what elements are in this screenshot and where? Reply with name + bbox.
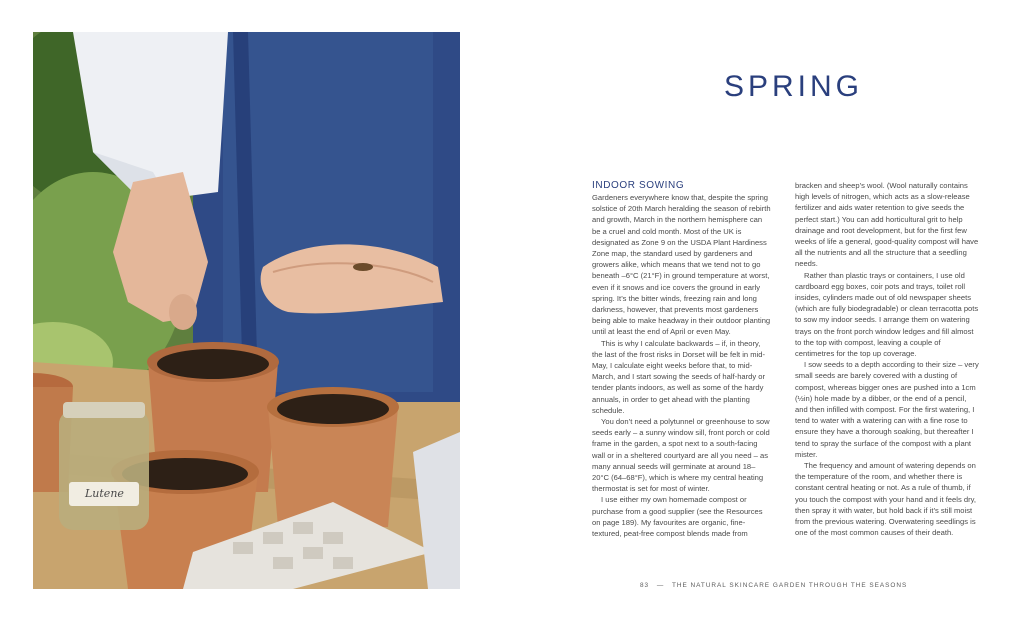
photo-gardener-sowing-seeds: [33, 32, 460, 589]
footer-separator: —: [656, 582, 665, 589]
page-title: SPRING: [724, 70, 864, 103]
paragraph: bracken and sheep’s wool. (Wool naturally contains high levels of nitrogen, which acts as a slow-release fertilizer and aids water retention to give seeds the perfect start.) You can add horticultural grit to help drainage and root development, but for the first few weeks of life a general, good-quality compost will have all the nutrients and all the structure that a seedling needs.: [795, 181, 979, 269]
seed-jar: [59, 402, 149, 530]
paragraph: I use either my own homemade compost or purchase from a good supplier (see the Resources on page 189). My favourites are organic, fine-textured, peat-free compost blends made from: [592, 495, 763, 539]
paragraph: Gardeners everywhere know that, despite the spring solstice of 20th March heralding the season of rebirth and growth, March in the northern hemisphere can be a cruel and cold month. Most of the UK is designated as Zone 9 on the USDA Plant Hardiness Zone map, the standard used by gardeners and growers alike, which means that we tend not to go beneath –6°C (21°F) in ground temperature at worst, even if it snows and ice covers the ground in early spring. It’s the bitter winds, freezing rain and long darkness, however, that prevents most gardeners being able to make headway in their outdoor planting until at least the end of April or even May.: [592, 193, 771, 337]
photo-illustration: [33, 32, 460, 589]
page-number: 83: [640, 582, 650, 589]
page-footer: [640, 582, 940, 589]
jar-label-text: Lutene: [85, 487, 124, 500]
section-heading: INDOOR SOWING: [592, 180, 685, 191]
paragraph: This is why I calculate backwards – if, in theory, the last of the frost risks in Dorset will be felt in mid-May, I calculate eight weeks before that, to mid-March, and I start sowing the seeds of half-hardy or tender plants indoors, as well as some of the hardy annuals, in order to get ahead with the planting schedule.: [592, 338, 766, 415]
text-column-right: [795, 180, 979, 539]
paragraph: The frequency and amount of watering depends on the temperature of the room, and whether there is constant central heating or not. As a rule of thumb, if you touch the compost with your hand and it feels dry, then spray it with water, but hold back if it’s still moist from the previous watering. Overwatering seedlings is one of the most common causes of their death.: [795, 461, 976, 538]
paragraph: Rather than plastic trays or containers, I use old cardboard egg boxes, coir pots and trays, toilet roll insides, cylinders made out of old newspaper sheets (which are fully biodegradable) or clean terracotta pots to sow my indoor seeds. I arrange them on watering trays on the front porch window ledges and fill almost to the top with compost, leaving a couple of centimetres for the top up coverage.: [795, 270, 979, 359]
paragraph: You don’t need a polytunnel or greenhouse to sow seeds early – a sunny window sill, front porch or cold frame in the garden, a spot next to a south-facing wall or in a sheltered courtyard are all you need – as many annual seeds will germinate at around 18–20°C (64–68°F), which is where my central heating thermostat is set for most of winter.: [592, 417, 770, 494]
paragraph: I sow seeds to a depth according to their size – very small seeds are barely covered with a dusting of compost, whereas bigger ones are pushed into a 1cm (½in) hole made by a dibber, or the end of a pencil, and then infilled with compost. For the first watering, I tend to water with a watering can with a fine rose to ensure they have a thorough soaking, but thereafter I tend to spray the surface of the compost with a plant mister.: [795, 360, 979, 459]
running-title: THE NATURAL SKINCARE GARDEN THROUGH THE SEASONS: [671, 582, 908, 589]
text-column-left: [592, 180, 772, 539]
